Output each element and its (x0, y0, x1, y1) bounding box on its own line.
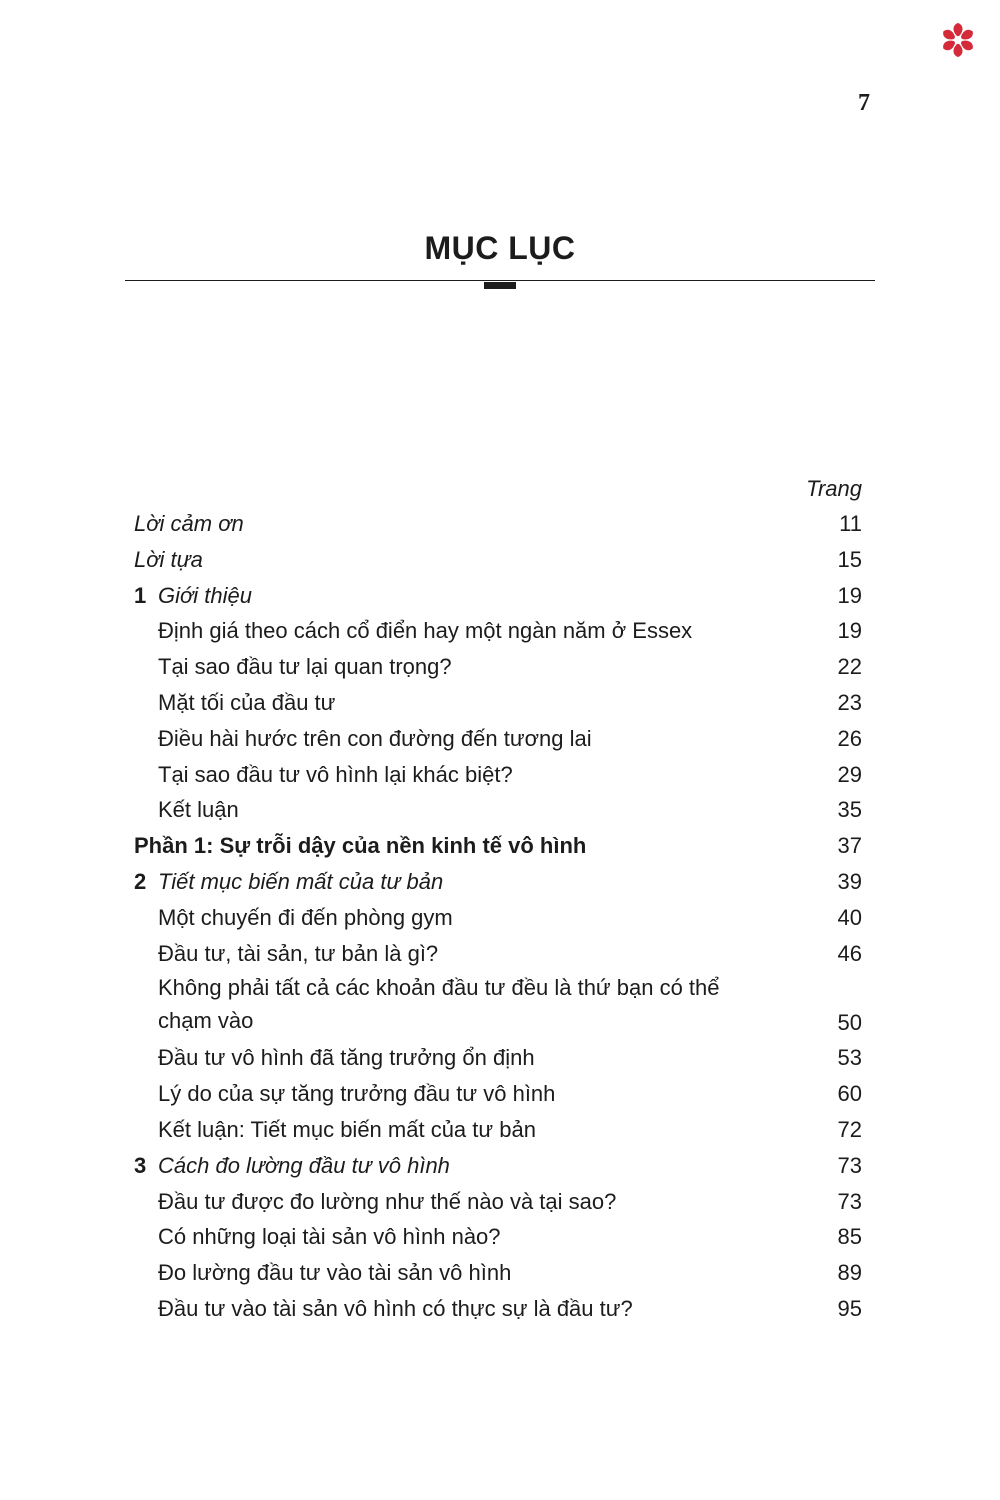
toc-entry-page: 95 (837, 1295, 862, 1321)
toc-entry (134, 613, 862, 649)
toc-entry-title: Tiết mục biến mất của tư bản (158, 868, 444, 894)
toc-entry (134, 578, 862, 614)
page-title: MỤC LỤC (424, 230, 576, 266)
logo-petal (954, 43, 963, 57)
toc-entry-title: Không phải tất cả các khoản đầu tư đều là thứ bạn có thể chạm vào (158, 975, 720, 1034)
toc-entry-page: 29 (837, 761, 862, 787)
toc-entry-title: Đầu tư, tài sản, tư bản là gì? (158, 940, 439, 966)
toc-entry-page: 53 (837, 1045, 862, 1071)
chapter-number: 3 (134, 1152, 147, 1178)
toc-entry-page: 40 (837, 904, 862, 930)
toc-entry-page: 11 (839, 511, 862, 536)
toc-entry-title: Đầu tư vô hình đã tăng trưởng ổn định (158, 1045, 535, 1071)
toc-entry-title: Có những loại tài sản vô hình nào? (158, 1224, 501, 1250)
toc-entry-page: 15 (837, 546, 862, 572)
toc-entry-title: Phần 1: Sự trỗi dậy của nền kinh tế vô hình (134, 833, 587, 859)
toc-entry (134, 1112, 862, 1148)
logo-petal (954, 23, 963, 37)
chapter-number: 2 (134, 868, 147, 894)
toc-entry-title: Định giá theo cách cổ điển hay một ngàn năm ở Essex (158, 618, 693, 644)
toc-entry-title: Tại sao đầu tư lại quan trọng? (158, 654, 452, 680)
toc-entry (134, 1076, 862, 1112)
toc-entry (134, 685, 862, 721)
title-divider-mark (484, 282, 516, 289)
toc-entry (134, 1255, 862, 1291)
toc-entry (134, 900, 862, 936)
toc-entry-page: 73 (837, 1188, 862, 1214)
toc-entry (134, 757, 862, 793)
toc-entry (134, 971, 862, 1040)
toc-entry (134, 506, 862, 542)
toc-entry-page: 39 (837, 868, 862, 894)
toc-entry-title: Giới thiệu (158, 582, 253, 608)
toc-entry-page: 60 (837, 1081, 862, 1107)
toc-entry-page: 26 (837, 725, 862, 751)
toc-entry (134, 1219, 862, 1255)
toc-entry-page: 22 (837, 654, 862, 680)
toc-entry-title: Một chuyến đi đến phòng gym (158, 904, 453, 930)
toc-entry-title: Lý do của sự tăng trưởng đầu tư vô hình (158, 1081, 556, 1107)
toc-entry-page: 89 (837, 1260, 862, 1286)
toc-entry-page: 50 (837, 1009, 862, 1035)
toc-entry (134, 936, 862, 972)
toc-entry-title: Mặt tối của đầu tư (158, 689, 336, 715)
toc-entry-page: 37 (837, 833, 862, 859)
toc-entry-title: Đầu tư được đo lường như thế nào và tại sao? (158, 1188, 617, 1214)
toc-entry-page: 23 (837, 689, 862, 715)
toc-entry (134, 1291, 862, 1327)
toc-entry-title: Đầu tư vào tài sản vô hình có thực sự là đầu tư? (158, 1295, 633, 1321)
toc-entry (134, 828, 862, 864)
toc-entry-title: Điều hài hước trên con đường đến tương lai (158, 725, 592, 751)
flower-icon (940, 22, 976, 58)
toc-entry-title: Tại sao đầu tư vô hình lại khác biệt? (158, 761, 513, 787)
toc-entry-page: 35 (837, 797, 862, 823)
toc-entry (134, 721, 862, 757)
toc-entry-title: Kết luận: Tiết mục biến mất của tư bản (158, 1116, 536, 1142)
publisher-logo-icon (940, 22, 976, 58)
toc-entry (134, 1184, 862, 1220)
toc-entry (134, 542, 862, 578)
toc-entry (134, 649, 862, 685)
toc-entry-title: Lời cảm ơn (134, 511, 244, 536)
toc-entry-title: Lời tựa (134, 546, 203, 572)
table-of-contents (134, 506, 862, 1327)
toc-entry-page: 85 (837, 1224, 862, 1250)
toc-entry (134, 1148, 862, 1184)
chapter-number: 1 (134, 582, 147, 608)
toc-entry-page: 72 (837, 1116, 862, 1142)
toc-entry-page: 73 (837, 1152, 862, 1178)
toc-entry (134, 864, 862, 900)
toc-entry-page: 19 (837, 582, 862, 608)
toc-entry-title: Cách đo lường đầu tư vô hình (158, 1152, 450, 1178)
toc-entry-title: Đo lường đầu tư vào tài sản vô hình (158, 1260, 512, 1286)
toc-entry (134, 1040, 862, 1076)
toc-entry-page: 19 (837, 618, 862, 644)
toc-entry (134, 792, 862, 828)
toc-entry-page: 46 (837, 940, 862, 966)
page-number: 7 (858, 90, 870, 116)
title-divider (125, 280, 875, 281)
toc-page-column-header: Trang (806, 476, 862, 501)
toc-entry-title: Kết luận (158, 797, 239, 823)
